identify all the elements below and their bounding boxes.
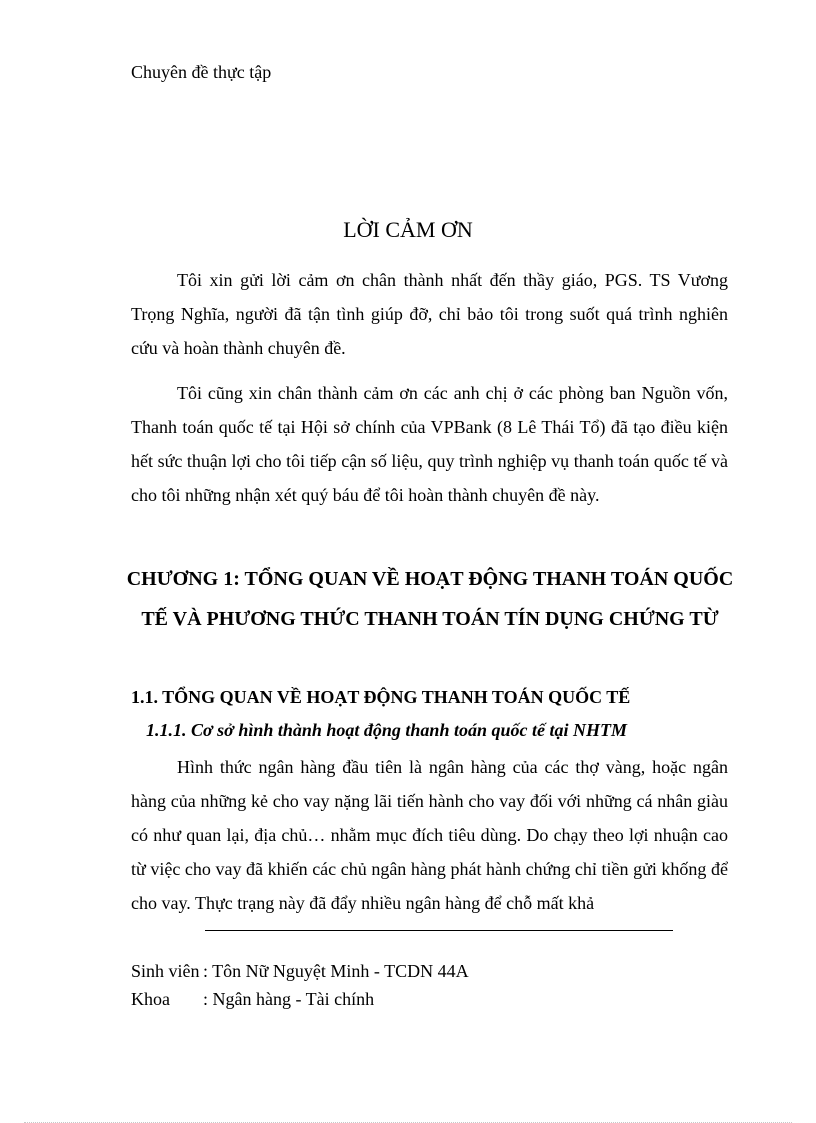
chapter-title: CHƯƠNG 1: TỔNG QUAN VỀ HOẠT ĐỘNG THANH TOÁN QUỐC TẾ VÀ PHƯƠNG THỨC THANH TOÁN TÍN DỤNG CHỨNG TỪ — [126, 568, 734, 630]
footer-student-line — [131, 958, 469, 984]
footer-faculty-label: Khoa — [131, 989, 170, 1009]
footer-divider — [205, 930, 673, 931]
acknowledgement-title: LỜI CẢM ƠN — [343, 217, 473, 242]
footer-student-value: : Tôn Nữ Nguyệt Minh - TCDN 44A — [203, 961, 469, 981]
footer-faculty-value: : Ngân hàng - Tài chính — [203, 989, 375, 1009]
body-paragraph: Hình thức ngân hàng đầu tiên là ngân hàng của các thợ vàng, hoặc ngân hàng của những kẻ cho vay nặng lãi tiến hành cho vay đối với những cá nhân giàu có như quan lại, địa chủ… nhằm mục đích tiêu dùng. Do chạy theo lợi nhuận cao từ việc cho vay đã khiến các chủ ngân hàng phát hành chứng chỉ tiền gửi khống để cho vay. Thực trạng này đã đẩy nhiều ngân hàng để chỗ mất khả — [131, 757, 728, 913]
subsection-heading: 1.1.1. Cơ sở hình thành hoạt động thanh toán quốc tế tại NHTM — [146, 720, 627, 740]
running-header: Chuyên đề thực tập — [131, 62, 272, 82]
acknowledgement-paragraph-2: Tôi cũng xin chân thành cảm ơn các anh chị ở các phòng ban Nguồn vốn, Thanh toán quốc tế tại Hội sở chính của VPBank (8 Lê Thái Tổ) đã tạo điều kiện hết sức thuận lợi cho tôi tiếp cận số liệu, quy trình nghiệp vụ thanh toán quốc tế và cho tôi những nhận xét quý báu để tôi hoàn thành chuyên đề này. — [131, 383, 728, 505]
footer-student-label: Sinh viên — [131, 961, 200, 981]
footer-faculty-line — [131, 986, 374, 1012]
section-heading: 1.1. TỔNG QUAN VỀ HOẠT ĐỘNG THANH TOÁN QUỐC TẾ — [131, 687, 631, 707]
acknowledgement-paragraph-1: Tôi xin gửi lời cảm ơn chân thành nhất đến thầy giáo, PGS. TS Vương Trọng Nghĩa, người đã tận tình giúp đỡ, chỉ bảo tôi trong suốt quá trình nghiên cứu và hoàn thành chuyên đề. — [131, 270, 728, 358]
